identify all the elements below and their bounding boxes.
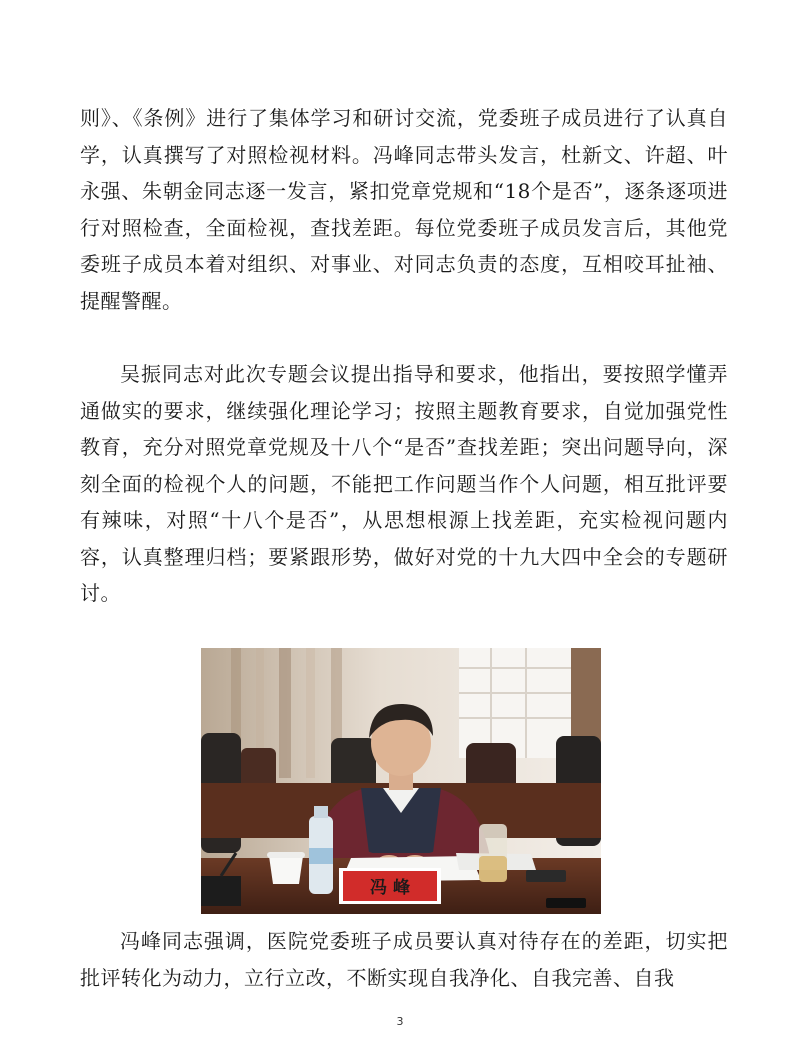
meeting-photo-illustration xyxy=(201,648,601,914)
paragraph-2 xyxy=(80,356,728,612)
paragraph-1 xyxy=(80,100,728,319)
paragraph-3-text: 冯峰同志强调，医院党委班子成员要认真对待存在的差距，切实把批评转化为动力，立行立改，不断实现自我净化、自我完善、自我 xyxy=(80,929,728,990)
paragraph-2-text: 吴振同志对此次专题会议提出指导和要求，他指出，要按照学懂弄通做实的要求，继续强化理论学习；按照主题教育要求，自觉加强党性教育，充分对照党章党规及十八个“是否”查找差距；突出问题导向，深刻全面的检视个人的问题，不能把工作问题当作个人问题，相互批评要有辣味，对照“十八个是否”，从思想根源上找差距，充实检视问题内容，认真整理归档；要紧跟形势，做好对党的十九大四中全会的专题研讨。 xyxy=(80,362,728,605)
meeting-photo xyxy=(201,648,601,914)
paragraph-1-text: 则》、《条例》进行了集体学习和研讨交流，党委班子成员进行了认真自学，认真撰写了对照检视材料。冯峰同志带头发言，杜新文、许超、叶永强、朱朝金同志逐一发言，紧扣党章党规和“18个是否”，逐条逐项进行对照检查，全面检视，查找差距。每位党委班子成员发言后，其他党委班子成员本着对组织、对事业、对同志负责的态度，互相咬耳扯袖、提醒警醒。 xyxy=(80,106,728,313)
paragraph-3 xyxy=(80,923,728,996)
page-number: 3 xyxy=(396,1015,404,1028)
nameplate-text: 冯 峰 xyxy=(370,878,410,898)
